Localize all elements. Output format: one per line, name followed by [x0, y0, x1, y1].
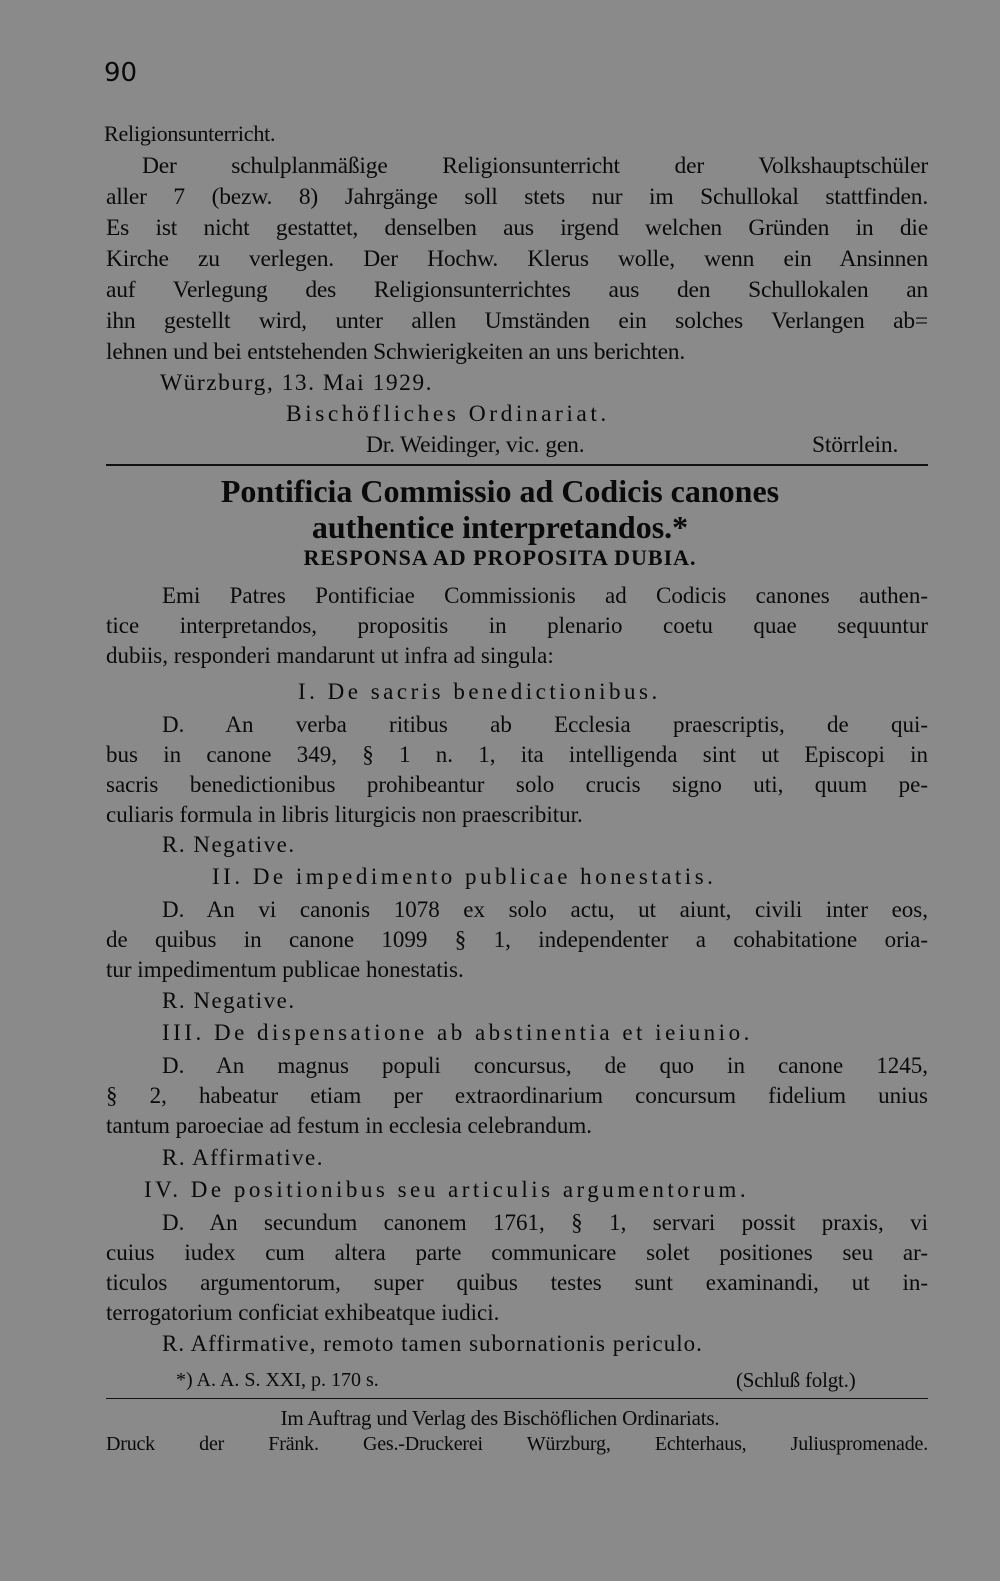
dubium-line: sacris benedictionibus prohibeantur solo crucis signo uti, quum pe- [106, 772, 928, 797]
dubium-line: bus in canone 349, § 1 n. 1, ita intelligenda sint ut Episcopi in [106, 742, 928, 767]
latin-title: Pontificia Commissio ad Codicis canones [220, 473, 780, 509]
dubium-line: tur impedimentum publicae honestatis. [106, 957, 464, 982]
dubium-line: culiaris formula in libris liturgicis non praescribitur. [106, 802, 583, 827]
section-divider [106, 464, 928, 466]
signature-left: Dr. Weidinger, vic. gen. [366, 432, 585, 458]
place-date: Würzburg, 13. Mai 1929. [160, 370, 433, 396]
dubium-line: de quibus in canone 1099 § 1, independenter a cohabitatione oria- [106, 927, 928, 952]
latin-title-line2: authentice interpretandos.* [311, 509, 689, 545]
footnote: *) A. A. S. XXI, p. 170 s. [176, 1369, 379, 1391]
body-line: Es ist nicht gestattet, denselben aus irgend welchen Gründen in die [106, 215, 928, 241]
dubium-line: § 2, habeatur etiam per extraordinarium concursum fidelium unius [106, 1083, 928, 1108]
intro-line: tice interpretandos, propositis in plenario coetu quae sequuntur [106, 613, 928, 638]
page-number: 90 [104, 58, 138, 88]
dubium-line: D. An magnus populi concursus, de quo in canone 1245, [162, 1053, 928, 1078]
body-line: Der schulplanmäßige Religionsunterricht der Volkshauptschüler [142, 153, 928, 179]
section-heading-1: I. De sacris benedictionibus. [298, 679, 661, 704]
dubium-line: ticulos argumentorum, super quibus testes sunt examinandi, ut in- [106, 1270, 928, 1295]
imprint-line: Im Auftrag und Verlag des Bischöflichen Ordinariats. [280, 1406, 720, 1430]
dubium-line: D. An verba ritibus ab Ecclesia praescriptis, de qui- [162, 712, 928, 737]
section-heading: Religionsunterricht. [104, 121, 276, 146]
response: R. Affirmative, remoto tamen subornationis periculo. [162, 1331, 703, 1356]
body-line: lehnen und bei entstehenden Schwierigkeiten an uns berichten. [106, 339, 686, 365]
dubium-line: D. An secundum canonem 1761, § 1, servari possit praxis, vi [162, 1210, 928, 1235]
intro-line: dubiis, responderi mandarunt ut infra ad singula: [106, 643, 554, 668]
dubium-line: terrogatorium conficiat exhibeatque iudici. [106, 1300, 500, 1325]
intro-line: Emi Patres Pontificiae Commissionis ad Codicis canones authen- [162, 583, 928, 608]
continued-note: (Schluß folgt.) [736, 1368, 856, 1392]
section-heading-3: III. De dispensatione ab abstinentia et ieiunio. [162, 1020, 753, 1045]
dubium-line: D. An vi canonis 1078 ex solo actu, ut aiunt, civili inter eos, [162, 897, 928, 922]
imprint-line: Druck der Fränk. Ges.-Druckerei Würzburg, Echterhaus, Juliuspromenade. [106, 1433, 928, 1455]
body-line: aller 7 (bezw. 8) Jahrgänge soll stets nur im Schullokal stattfinden. [106, 184, 928, 210]
latin-subtitle: RESPONSA AD PROPOSITA DUBIA. [303, 545, 697, 570]
body-line: auf Verlegung des Religionsunterrichtes aus den Schullokalen an [106, 277, 928, 303]
body-line: Kirche zu verlegen. Der Hochw. Klerus wolle, wenn ein Ansinnen [106, 246, 928, 272]
response: R. Negative. [162, 988, 296, 1013]
response: R. Affirmative. [162, 1145, 324, 1170]
dubium-line: tantum paroeciae ad festum in ecclesia celebrandum. [106, 1113, 592, 1138]
response: R. Negative. [162, 832, 296, 857]
body-line: ihn gestellt wird, unter allen Umständen ein solches Verlangen ab= [106, 308, 928, 334]
section-heading-4: IV. De positionibus seu articulis argumentorum. [144, 1177, 750, 1202]
dubium-line: cuius iudex cum altera parte communicare solet positiones seu ar- [106, 1240, 928, 1265]
imprint-divider [106, 1398, 928, 1399]
signature-right: Störrlein. [812, 432, 899, 458]
issuing-office: Bischöfliches Ordinariat. [286, 401, 610, 427]
section-heading-2: II. De impedimento publicae honestatis. [212, 864, 717, 889]
